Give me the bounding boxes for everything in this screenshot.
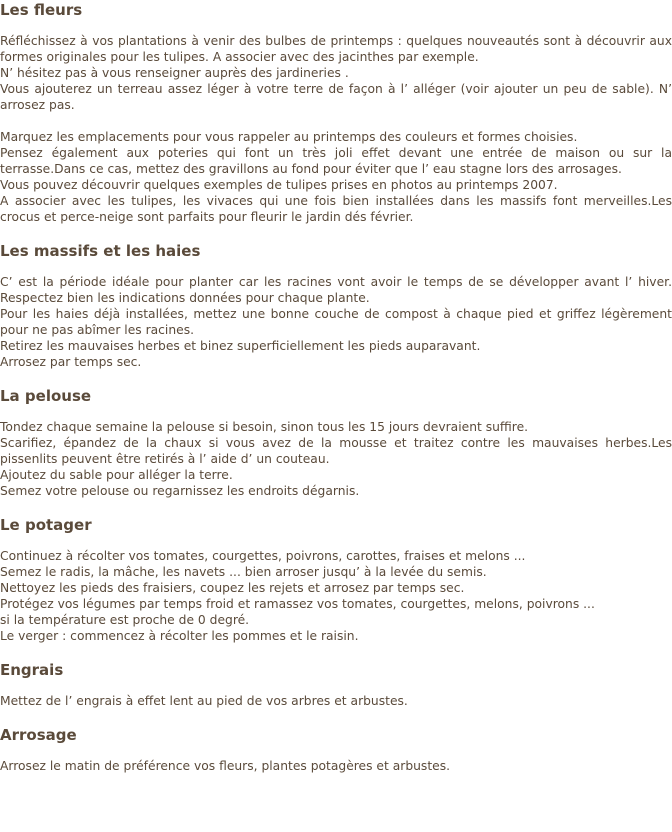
section-pelouse (0, 386, 672, 499)
section-fleurs (0, 0, 672, 225)
paragraph: Scarifiez, épandez de la chaux si vous avez de la mousse et traitez contre les mauvaises herbes.Les pissenlits peuvent être retirés à l’ aide d’ un couteau. (0, 436, 672, 466)
paragraph: Le verger : commencez à récolter les pommes et le raisin. (0, 629, 359, 643)
section-title-pelouse: La pelouse (0, 387, 92, 405)
section-title-fleurs: Les fleurs (0, 1, 83, 19)
paragraph: Arrosez par temps sec. (0, 355, 142, 369)
paragraph: Marquez les emplacements pour vous rappeler au printemps des couleurs et formes choisies. (0, 130, 578, 144)
section-potager (0, 515, 672, 644)
paragraph: Nettoyez les pieds des fraisiers, coupez les rejets et arrosez par temps sec. (0, 581, 465, 595)
paragraph: Ajoutez du sable pour alléger la terre. (0, 468, 233, 482)
paragraph: Protégez vos légumes par temps froid et ramassez vos tomates, courgettes, melons, poivrons ... (0, 597, 595, 611)
paragraph: Tondez chaque semaine la pelouse si besoin, sinon tous les 15 jours devraient suffire. (0, 420, 529, 434)
paragraph: si la température est proche de 0 degré. (0, 613, 250, 627)
paragraph-spacer (0, 113, 672, 129)
paragraph: Semez votre pelouse ou regarnissez les endroits dégarnis. (0, 484, 360, 498)
paragraph: Réfléchissez à vos plantations à venir des bulbes de printemps : quelques nouveautés sont à découvrir aux formes originales pour les tulipes. A associer avec des jacinthes par exemple. (0, 34, 672, 64)
paragraph: A associer avec les tulipes, les vivaces qui une fois bien installées dans les massifs font merveilles.Les crocus et perce-neige sont parfaits pour fleurir le jardin dés février. (0, 194, 672, 224)
section-arrosage (0, 725, 672, 774)
paragraph: Continuez à récolter vos tomates, courgettes, poivrons, carottes, fraises et melons ... (0, 549, 526, 563)
section-title-arrosage: Arrosage (0, 726, 77, 744)
paragraph: Arrosez le matin de préférence vos fleurs, plantes potagères et arbustes. (0, 759, 451, 773)
paragraph: Mettez de l’ engrais à effet lent au pied de vos arbres et arbustes. (0, 694, 408, 708)
paragraph: Vous pouvez découvrir quelques exemples de tulipes prises en photos au printemps 2007. (0, 178, 558, 192)
section-title-massifs-haies: Les massifs et les haies (0, 242, 201, 260)
paragraph: Pour les haies déjà installées, mettez une bonne couche de compost à chaque pied et griffez légèrement pour ne pas abîmer les racines. (0, 307, 672, 337)
section-engrais (0, 660, 672, 709)
paragraph: N’ hésitez pas à vous renseigner auprès des jardineries . (0, 66, 349, 80)
paragraph: Retirez les mauvaises herbes et binez superficiellement les pieds auparavant. (0, 339, 481, 353)
paragraph: Pensez également aux poteries qui font un très joli effet devant une entrée de maison ou sur la terrasse.Dans ce cas, mettez des gravillons au fond pour éviter que l’ eau stagne lors des arrosages. (0, 146, 672, 176)
section-title-potager: Le potager (0, 516, 92, 534)
paragraph: C’ est la période idéale pour planter car les racines vont avoir le temps de se développer avant l’ hiver. Respectez bien les indications données pour chaque plante. (0, 275, 672, 305)
paragraph: Vous ajouterez un terreau assez léger à votre terre de façon à l’ alléger (voir ajouter un peu de sable). N’ arrosez pas. (0, 82, 672, 112)
section-massifs-haies (0, 241, 672, 370)
section-title-engrais: Engrais (0, 661, 64, 679)
paragraph: Semez le radis, la mâche, les navets ... bien arroser jusqu’ à la levée du semis. (0, 565, 487, 579)
